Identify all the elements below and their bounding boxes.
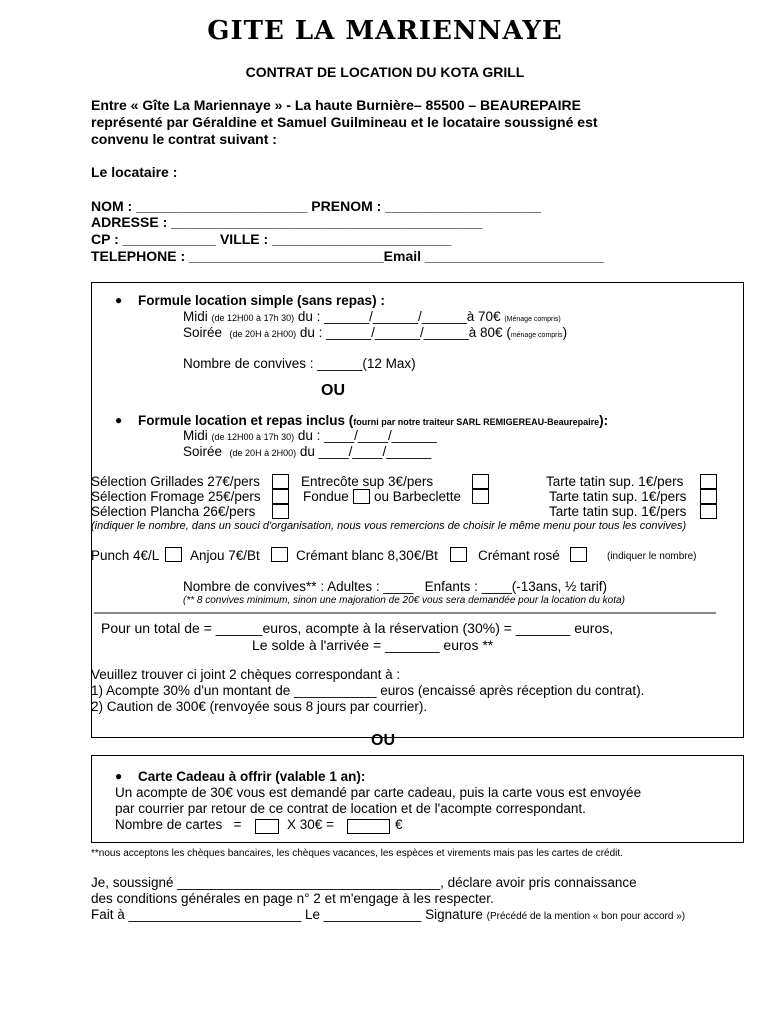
- anjou-checkbox[interactable]: [271, 547, 288, 562]
- formula-meal-title-end: ):: [599, 413, 609, 428]
- simple-soiree-note: ménage compris: [510, 332, 563, 339]
- contract-subtitle: CONTRAT DE LOCATION DU KOTA GRILL: [245, 64, 525, 80]
- formula-simple-title: Formule location simple (sans repas) :: [138, 293, 385, 308]
- meal-midi-date[interactable]: du : ____/____/______: [297, 428, 437, 443]
- cp-line[interactable]: ____________: [122, 231, 217, 247]
- tenant-label: Le locataire :: [91, 164, 178, 180]
- signature-fields[interactable]: Fait à _______________________ Le _____________ Signature: [91, 907, 483, 922]
- simple-midi-price: à 70€: [466, 309, 501, 324]
- payment-note: **nous acceptons les chèques bancaires, les chèques vacances, les espèces et virements mais pas les cartes de crédit.: [91, 848, 623, 859]
- cp-label: CP :: [91, 231, 119, 247]
- cheque-deposit[interactable]: 1) Acompte 30% d'un montant de ___________ euros (encaissé après réception du contrat).: [91, 683, 645, 698]
- email-label: Email: [383, 248, 422, 264]
- cp-ville-field[interactable]: [91, 231, 451, 247]
- gift-cards-count-box[interactable]: [255, 819, 279, 834]
- simple-guests[interactable]: Nombre de convives : ______(12 Max): [183, 356, 416, 371]
- entrecote-checkbox[interactable]: [472, 474, 489, 489]
- gift-line-2: par courrier par retour de ce contrat de location et de l'acompte correspondant.: [115, 801, 586, 816]
- formula-meal-caterer: fourni par notre traiteur SARL REMIGEREAU-Beaurepaire: [353, 417, 600, 427]
- gift-total-box[interactable]: [347, 819, 390, 834]
- tarte-label-3: Tarte tatin sup. 1€/pers: [549, 504, 687, 519]
- bullet-icon: ●: [115, 293, 123, 307]
- nom-line[interactable]: ______________________: [136, 198, 308, 214]
- balance-line[interactable]: Le solde à l'arrivée = _______ euros **: [252, 637, 494, 653]
- cheque-caution: 2) Caution de 300€ (renvoyée sous 8 jours par courrier).: [91, 699, 428, 714]
- email-line[interactable]: _______________________: [424, 248, 605, 264]
- intro-line-2: représenté par Géraldine et Samuel Guilmineau et le locataire soussigné est: [91, 114, 598, 130]
- meal-midi-hours: (de 12H00 à 17h 30): [211, 432, 295, 442]
- plancha-checkbox[interactable]: [272, 504, 289, 519]
- simple-soiree-price: à 80€ (: [468, 325, 511, 340]
- divider: [94, 612, 716, 614]
- cremant-blanc-checkbox[interactable]: [450, 547, 467, 562]
- adresse-field[interactable]: [91, 214, 483, 230]
- selection-note: (indiquer le nombre, dans un souci d'organisation, nous vous remercions de choisir le même menu pour tous les convives): [91, 520, 687, 532]
- formula-meal-title-start: Formule location et repas inclus (: [138, 413, 354, 428]
- meal-guests[interactable]: Nombre de convives** : Adultes : ____ Enfants : ____(-13ans, ½ tarif): [183, 579, 607, 594]
- simple-soiree-date[interactable]: du : ______/______/______: [299, 325, 469, 340]
- or-separator-2: OU: [371, 732, 395, 749]
- telephone-label: TELEPHONE :: [91, 248, 186, 264]
- selection-plancha: Sélection Plancha 26€/pers: [91, 504, 256, 519]
- total-line[interactable]: Pour un total de = ______euros, acompte à la réservation (30%) = _______ euros,: [101, 620, 614, 636]
- barbeclette-checkbox[interactable]: [472, 489, 489, 504]
- barbeclette-label: ou Barbeclette: [374, 489, 462, 504]
- simple-midi-hours: (de 12H00 à 17h 30): [211, 313, 295, 323]
- meal-guests-note: (** 8 convives minimum, sinon une majoration de 20€ vous sera demandée pour la location du kota): [183, 595, 625, 606]
- meal-soiree-hours: (de 20H à 2H00): [229, 448, 297, 458]
- gift-line-1: Un acompte de 30€ vous est demandé par carte cadeau, puis la carte vous est envoyée: [115, 785, 642, 800]
- fondue-label: Fondue: [303, 489, 349, 504]
- or-separator-1: OU: [321, 382, 345, 399]
- entrecote-label: Entrecôte sup 3€/pers: [301, 474, 434, 489]
- fromage-checkbox[interactable]: [272, 489, 289, 504]
- fondue-checkbox[interactable]: [353, 489, 370, 504]
- selection-grillades: Sélection Grillades 27€/pers: [91, 474, 260, 489]
- page-title: GITE LA MARIENNAYE: [207, 16, 563, 46]
- simple-soiree-hours: (de 20H à 2H00): [229, 329, 297, 339]
- simple-midi-date[interactable]: du : ______/______/______: [297, 309, 467, 324]
- bullet-icon: ●: [115, 769, 123, 783]
- meal-soiree-label: Soirée: [183, 444, 223, 459]
- anjou-label: Anjou 7€/Bt: [190, 548, 260, 563]
- meal-midi-row[interactable]: [183, 428, 437, 443]
- gift-times: X 30€ =: [287, 817, 334, 832]
- drinks-note: (indiquer le nombre): [607, 551, 697, 562]
- punch-checkbox[interactable]: [165, 547, 182, 562]
- declaration-line-1[interactable]: Je, soussigné ___________________________________, déclare avoir pris connaissance: [91, 875, 637, 890]
- euro-label: €: [395, 817, 403, 832]
- nom-field[interactable]: [91, 198, 541, 214]
- tarte-checkbox-3[interactable]: [700, 504, 717, 519]
- meal-soiree-date[interactable]: du ____/____/______: [299, 444, 432, 459]
- bullet-icon: ●: [115, 413, 123, 427]
- meal-midi-label: Midi: [183, 428, 208, 443]
- prenom-line[interactable]: ____________________: [385, 198, 541, 214]
- prenom-label: PRENOM :: [311, 198, 382, 214]
- intro-line-1: Entre « Gîte La Mariennaye » - La haute Burnière– 85500 – BEAUREPAIRE: [91, 97, 581, 113]
- adresse-line[interactable]: ________________________________________: [171, 214, 483, 230]
- tarte-checkbox-2[interactable]: [700, 489, 717, 504]
- simple-midi-row[interactable]: [183, 309, 561, 324]
- cheques-intro: Veuillez trouver ci joint 2 chèques correspondant à :: [91, 667, 401, 682]
- intro-line-3: convenu le contrat suivant :: [91, 131, 277, 147]
- simple-midi-label: Midi: [183, 309, 208, 324]
- ville-line[interactable]: _______________________: [272, 231, 452, 247]
- nom-label: NOM :: [91, 198, 133, 214]
- meal-soiree-row[interactable]: [183, 444, 431, 459]
- declaration-line-2: des conditions générales en page n° 2 et m'engage à les respecter.: [91, 891, 494, 906]
- simple-soiree-close: ): [562, 325, 568, 340]
- gift-cards-label: Nombre de cartes =: [115, 817, 242, 832]
- cremant-rose-checkbox[interactable]: [570, 547, 587, 562]
- telephone-field[interactable]: [91, 248, 604, 264]
- cremant-rose-label: Crémant rosé: [478, 548, 560, 563]
- simple-midi-note: (Ménage compris): [504, 316, 561, 323]
- tarte-label-1: Tarte tatin sup. 1€/pers: [546, 474, 684, 489]
- formula-meal-title: [138, 413, 608, 428]
- tarte-label-2: Tarte tatin sup. 1€/pers: [549, 489, 687, 504]
- ville-label: VILLE :: [219, 231, 269, 247]
- punch-label: Punch 4€/L: [91, 548, 160, 563]
- telephone-line[interactable]: _________________________: [189, 248, 384, 264]
- tarte-checkbox-1[interactable]: [700, 474, 717, 489]
- signature-line[interactable]: [91, 907, 685, 922]
- simple-soiree-row[interactable]: [183, 325, 567, 340]
- signature-note: (Précédé de la mention « bon pour accord »): [486, 911, 686, 922]
- simple-soiree-label: Soirée: [183, 325, 223, 340]
- grillades-checkbox[interactable]: [272, 474, 289, 489]
- gift-title: Carte Cadeau à offrir (valable 1 an):: [138, 769, 366, 784]
- cremant-blanc-label: Crémant blanc 8,30€/Bt: [296, 548, 438, 563]
- selection-fromage: Sélection Fromage 25€/pers: [91, 489, 261, 504]
- adresse-label: ADRESSE :: [91, 214, 168, 230]
